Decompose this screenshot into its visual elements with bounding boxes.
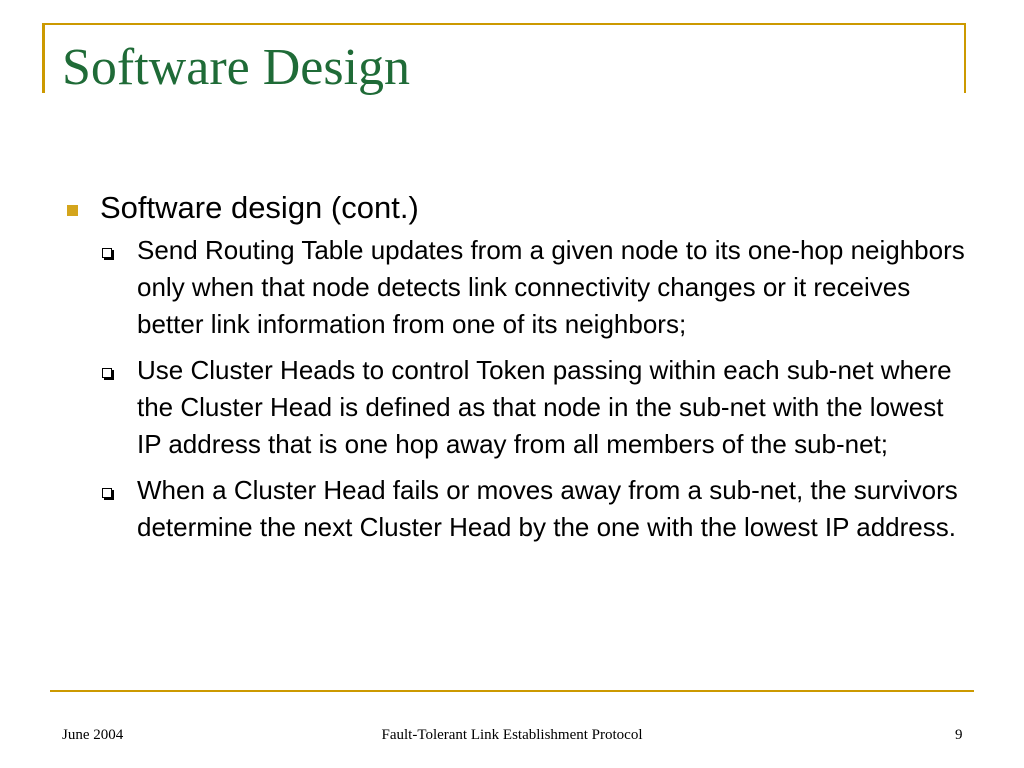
sub-bullet-item <box>64 352 974 463</box>
square-bullet-icon <box>67 205 78 216</box>
footer-divider <box>50 690 974 692</box>
hollow-square-bullet-icon <box>102 248 112 258</box>
sub-bullet-text: When a Cluster Head fails or moves away from a sub-net, the survivors determine the next Cluster Head by the one with the lowest IP address. <box>137 475 958 542</box>
sub-bullet-text: Use Cluster Heads to control Token passing within each sub-net where the Cluster Head is defined as that node in the sub-net with the lowest IP address that is one hop away from all members of the sub-net; <box>137 355 952 459</box>
footer-title: Fault-Tolerant Link Establishment Protocol <box>381 727 643 743</box>
sub-bullet-item <box>64 232 974 343</box>
sub-bullet-text: Send Routing Table updates from a given node to its one-hop neighbors only when that node detects link connectivity changes or it receives better link information from one of its neighbors; <box>137 235 965 339</box>
title-frame-right-line <box>964 23 966 93</box>
footer-page-number: 9 <box>955 727 963 743</box>
title-frame-top-line <box>42 23 966 25</box>
bullet-level1-text: Software design (cont.) <box>100 190 419 225</box>
sub-bullet-item <box>64 472 974 546</box>
slide-title: Software Design <box>62 39 411 96</box>
hollow-square-bullet-icon <box>102 368 112 378</box>
slide-content <box>64 190 974 555</box>
hollow-square-bullet-icon <box>102 488 112 498</box>
title-frame-left-line <box>42 23 45 93</box>
bullet-level1 <box>64 190 974 226</box>
footer-date: June 2004 <box>62 727 124 743</box>
